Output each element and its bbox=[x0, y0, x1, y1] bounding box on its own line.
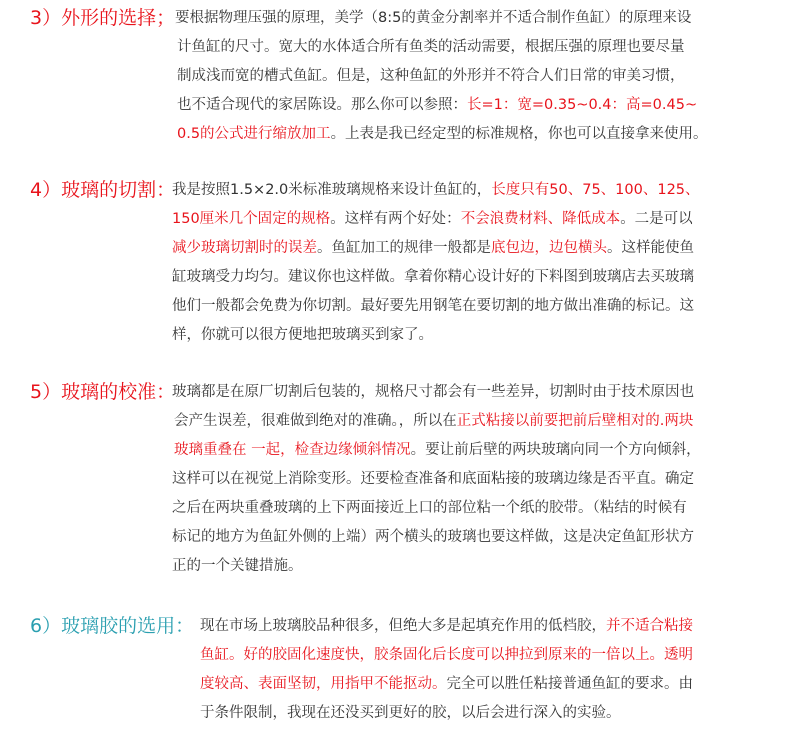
text-line: 之后在两块重叠玻璃的上下两面接近上口的部位粘一个纸的胶带。（粘结的时候有 bbox=[172, 500, 687, 516]
section-glass-cutting bbox=[0, 176, 790, 356]
text-line: 计鱼缸的尺寸。宽大的水体适合所有鱼类的活动需要，根据压强的原理也要尽量 bbox=[177, 39, 685, 55]
section-body bbox=[172, 176, 700, 350]
section-body bbox=[175, 4, 708, 149]
text-line: 减少玻璃切割时的误差。鱼缸加工的规律一般都是底包边，边包横头。这样能使鱼 bbox=[172, 240, 694, 256]
section-body bbox=[200, 612, 693, 728]
text-line: 缸玻璃受力均匀。建议你也这样做。拿着你精心设计好的下料图到玻璃店去买玻璃 bbox=[172, 269, 694, 285]
section-heading: 5）玻璃的校准： bbox=[30, 381, 176, 403]
section-shape-selection bbox=[0, 4, 790, 154]
text-line: 玻璃都是在原厂切割后包装的，规格尺寸都会有一些差异，切割时由于技术原因也 bbox=[172, 384, 694, 400]
text-line: 这样可以在视觉上消除变形。还要检查准备和底面粘接的玻璃边缘是否平直。确定 bbox=[172, 471, 694, 487]
text-line: 度较高、表面坚韧，用指甲不能抠动。完全可以胜任粘接普通鱼缸的要求。由 bbox=[200, 676, 693, 692]
text-line: 现在市场上玻璃胶品种很多，但绝大多是起填充作用的低档胶，并不适合粘接 bbox=[200, 618, 693, 634]
text-line: 他们一般都会免费为你切割。最好要先用钢笔在要切割的地方做出准确的标记。这 bbox=[172, 298, 694, 314]
section-body bbox=[172, 378, 701, 581]
text-line: 玻璃重叠在 一起，检查边缘倾斜情况。要让前后壁的两块玻璃向同一个方向倾斜， bbox=[174, 442, 701, 458]
text-line: 标记的地方为鱼缸外侧的上端）两个横头的玻璃也要这样做，这是决定鱼缸形状方 bbox=[172, 529, 694, 545]
section-heading: 3）外形的选择； bbox=[30, 7, 176, 29]
text-line: 我是按照1.5×2.0米标准玻璃规格来设计鱼缸的，长度只有50、75、100、125、 bbox=[172, 182, 700, 198]
text-line: 制成浅而宽的槽式鱼缸。但是，这种鱼缸的外形并不符合人们日常的审美习惯， bbox=[177, 68, 685, 84]
text-line: 要根据物理压强的原理，美学（8:5的黄金分割率并不适合制作鱼缸）的原理来设 bbox=[175, 10, 692, 26]
text-line: 0.5的公式进行缩放加工。上表是我已经定型的标准规格，你也可以直接拿来使用。 bbox=[177, 126, 708, 142]
section-heading: 4）玻璃的切割： bbox=[30, 179, 176, 201]
section-glass-calibration bbox=[0, 378, 790, 588]
text-line: 150厘米几个固定的规格。这样有两个好处：不会浪费材料、降低成本。二是可以 bbox=[172, 211, 693, 227]
text-line: 会产生误差，很难做到绝对的准确。，所以在正式粘接以前要把前后壁相对的.两块 bbox=[174, 413, 694, 429]
text-line: 也不适合现代的家居陈设。那么你可以参照：长=1：宽=0.35~0.4：高=0.45~ bbox=[177, 97, 698, 113]
text-line: 于条件限制，我现在还没买到更好的胶，以后会进行深入的实验。 bbox=[200, 705, 621, 721]
section-heading: 6）玻璃胶的选用： bbox=[30, 615, 195, 637]
text-line: 正的一个关键措施。 bbox=[172, 558, 303, 574]
text-line: 鱼缸。好的胶固化速度快，胶条固化后长度可以抻拉到原来的一倍以上。透明 bbox=[200, 647, 693, 663]
section-glue-selection bbox=[0, 612, 790, 742]
text-line: 样，你就可以很方便地把玻璃买到家了。 bbox=[172, 327, 433, 343]
